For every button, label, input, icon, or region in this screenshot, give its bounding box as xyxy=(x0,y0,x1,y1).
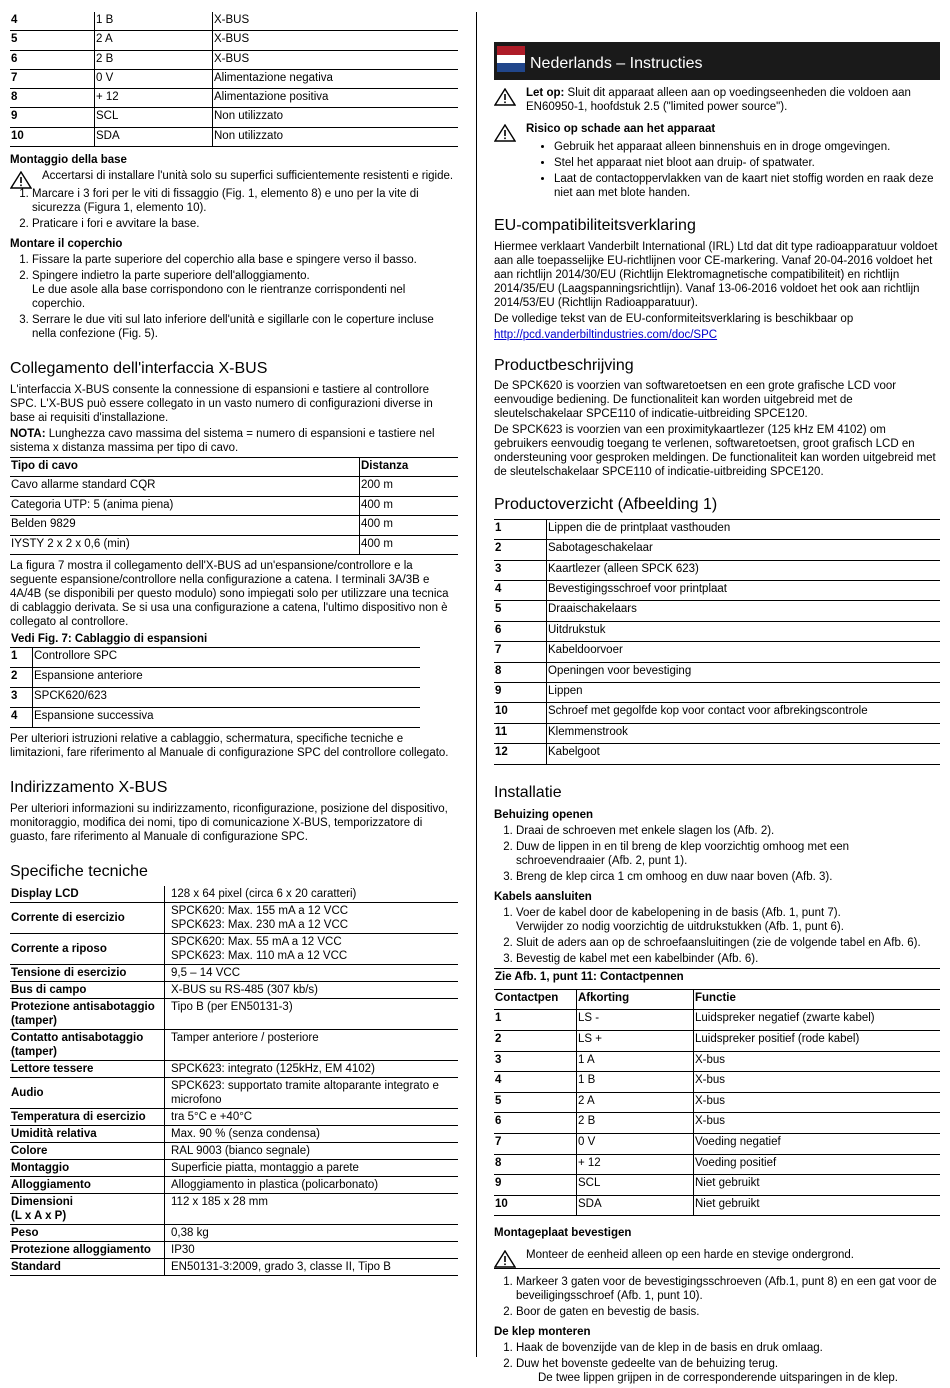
ct-pin: 7 xyxy=(494,1133,577,1154)
table-row xyxy=(10,998,458,1029)
list-item: 3. Bevestig de kabel met een kabelbinder (Afb. 6). xyxy=(516,952,940,966)
spec-value: Tamper anteriore / posteriore xyxy=(165,1029,459,1060)
note-label: NOTA: xyxy=(10,427,46,440)
list-item-subtext: Verwijder zo nodig voorzichtig de uitdrukstukken (Afb. 1, punt 6). xyxy=(516,921,844,934)
plate-warning-text: Monteer de eenheid alleen op een harde en stevige ondergrond. xyxy=(526,1249,854,1262)
pin-abbr: + 12 xyxy=(95,89,213,108)
ct-abbr: 1 B xyxy=(577,1072,694,1093)
cover-title: Montare il coperchio xyxy=(10,238,123,251)
table-row xyxy=(10,69,458,88)
ct-pin: 2 xyxy=(494,1031,577,1052)
pin-abbr: 0 V xyxy=(95,69,213,88)
eu-link[interactable]: http://pcd.vanderbiltindustries.com/doc/SPC xyxy=(494,328,718,341)
ct-pin: 4 xyxy=(494,1072,577,1093)
fig7-label: SPCK620/623 xyxy=(33,688,421,708)
list-item xyxy=(32,269,458,311)
pin-number: 5 xyxy=(10,31,95,50)
ct-header-pin: Contactpen xyxy=(494,989,577,1010)
spec-heading: Specifiche tecniche xyxy=(10,863,148,881)
ov-label: Lippen die de printplaat vasthouden xyxy=(547,519,941,539)
spec-value: tra 5°C e +40°C xyxy=(165,1108,459,1125)
pin-number: 9 xyxy=(10,108,95,127)
mount-warning xyxy=(10,169,458,183)
cable-distance: 400 m xyxy=(360,496,459,516)
ct-header-abbr: Afkorting xyxy=(577,989,694,1010)
ov-label: Klemmenstrook xyxy=(547,723,941,743)
ct-function: Luidspreker negatief (zwarte kabel) xyxy=(694,1010,941,1031)
spec-value: SPCK623: supportato tramite altoparante integrato e microfono xyxy=(165,1077,459,1108)
ct-caption: Zie Afb. 1, punt 11: Contactpennen xyxy=(494,969,940,990)
ct-header-func: Functie xyxy=(694,989,941,1010)
spec-label: Umidità relativa xyxy=(10,1125,165,1142)
spec-label: Audio xyxy=(10,1077,165,1108)
spec-value: Superficie piatta, montaggio a parete xyxy=(165,1159,459,1176)
list-item: 3. Breng de klep circa 1 cm omhoog en duw naar boven (Afb. 3). xyxy=(516,870,940,884)
ct-abbr: LS - xyxy=(577,1010,694,1031)
spec-label: Alloggiamento xyxy=(10,1176,165,1193)
ov-label: Bevestigingsschroef voor printplaat xyxy=(547,581,941,601)
table-row xyxy=(10,1258,458,1275)
ct-function: Niet gebruikt xyxy=(694,1175,941,1196)
list-item-subtext: De twee lippen grijpen in de corresponderende uitsparingen in de klep. xyxy=(538,1372,898,1385)
mount-steps xyxy=(10,187,458,231)
prod-paragraph: De SPCK620 is voorzien van softwaretoetsen en een grote grafische LCD voor eenvoudige bediening. De functionaliteit kan worden uitgebreid met de sleutelschakelaar SPCE110 of indicatie-uitbreiding SPCE120. xyxy=(494,380,897,421)
right-column xyxy=(494,12,940,1388)
table-row xyxy=(494,1031,940,1052)
overview-table xyxy=(494,519,940,765)
table-row xyxy=(10,496,458,516)
list-item-subtext: Le due asole alla base corrispondono con le rientranze corrispondenti nel coperchio. xyxy=(32,284,406,311)
ov-number: 9 xyxy=(494,683,547,703)
ct-function: X-bus xyxy=(694,1072,941,1093)
ct-function: X-bus xyxy=(694,1113,941,1134)
ov-number: 2 xyxy=(494,540,547,560)
ov-label: Sabotageschakelaar xyxy=(547,540,941,560)
eu-heading: EU-compatibiliteitsverklaring xyxy=(494,217,696,235)
table-row xyxy=(494,642,940,662)
ov-number: 4 xyxy=(494,581,547,601)
list-item: 1. Haak de bovenzijde van de klep in de basis en druk omlaag. xyxy=(516,1341,940,1355)
table-row xyxy=(10,886,458,903)
table-row xyxy=(494,519,940,539)
ct-function: X-bus xyxy=(694,1051,941,1072)
table-row xyxy=(494,1113,940,1134)
pin-abbr: SDA xyxy=(95,127,213,146)
table-row xyxy=(494,723,940,743)
table-row xyxy=(10,1176,458,1193)
spec-label: Temperatura di esercizio xyxy=(10,1108,165,1125)
table-row xyxy=(494,703,940,723)
ct-function: Niet gebruikt xyxy=(694,1195,941,1216)
cable-type: IYSTY 2 x 2 x 0,6 (min) xyxy=(10,535,360,555)
ct-abbr: 2 B xyxy=(577,1113,694,1134)
pin-number: 7 xyxy=(10,69,95,88)
flag-stripe xyxy=(497,46,525,55)
cables-title: Kabels aansluiten xyxy=(494,891,592,904)
list-item: 2. Sluit de aders aan op de schroefaansluitingen (zie de volgende tabel en Afb. 6). xyxy=(516,936,940,950)
risk-title: Risico op schade aan het apparaat xyxy=(526,123,716,136)
table-row xyxy=(10,902,458,933)
table-row xyxy=(10,708,420,728)
list-item: 2. Boor de gaten en bevestig de basis. xyxy=(516,1305,940,1319)
table-row xyxy=(494,581,940,601)
prod-heading: Productbeschrijving xyxy=(494,356,634,374)
fig7-number: 2 xyxy=(10,668,33,688)
table-row xyxy=(10,1193,458,1224)
eu-paragraph: Hiermee verklaart Vanderbilt International (IRL) Ltd dat dit type radioapparatuur voldoet aan alle toepasselijke EU-richtlijnen voor CE-markering. Vanaf 20-04-2016 voldoet het aan richtlijn 2014/30/EU (Richtlijn Elektromagnetische compatibiliteit) en richtlijn 2014/35/EU (Laagspanningsrichtlijn). Vanaf 13-06-2016 voldoet het ook aan richtlijn 2014/53/EU (Richtlijn Radioapparatuur). xyxy=(494,240,938,309)
list-item: 2. Duw de lippen in en til breng de klep voorzichtig omhoog met een schroevendraaier (Afb. 2, punt 1). xyxy=(516,840,940,868)
pin-abbr: 2 A xyxy=(95,31,213,50)
spec-label: Peso xyxy=(10,1224,165,1241)
ct-abbr: 2 A xyxy=(577,1092,694,1113)
table-row xyxy=(10,127,458,146)
spec-label: Bus di campo xyxy=(10,981,165,998)
inst-heading: Installatie xyxy=(494,783,562,801)
pin-table xyxy=(10,12,458,147)
spec-label: Dimensioni (L x A x P) xyxy=(10,1193,165,1224)
list-item: • Stel het apparaat niet bloot aan druip- of spatwater. xyxy=(554,156,940,170)
contact-table xyxy=(494,968,940,1216)
cable-type: Cavo allarme standard CQR xyxy=(10,477,360,497)
table-row xyxy=(10,12,458,31)
ct-abbr: LS + xyxy=(577,1031,694,1052)
warning-icon xyxy=(494,124,516,142)
table-row xyxy=(10,1159,458,1176)
pin-number: 8 xyxy=(10,89,95,108)
pin-function: Non utilizzato xyxy=(213,108,459,127)
ct-abbr: 1 A xyxy=(577,1051,694,1072)
table-row xyxy=(10,108,458,127)
pin-number: 6 xyxy=(10,50,95,69)
ov-heading: Productoverzicht (Afbeelding 1) xyxy=(494,496,718,514)
cable-type: Belden 9829 xyxy=(10,516,360,536)
ct-pin: 3 xyxy=(494,1051,577,1072)
pin-function: Alimentazione positiva xyxy=(213,89,459,108)
spec-value: SPCK620: Max. 155 mA a 12 VCC SPCK623: Max. 230 mA a 12 VCC xyxy=(165,902,459,933)
spec-table xyxy=(10,886,458,1276)
cable-distance: 200 m xyxy=(360,477,459,497)
plate-title: Montageplaat bevestigen xyxy=(494,1227,632,1240)
cable-header-distance: Distanza xyxy=(360,457,459,477)
spec-value: 0,38 kg xyxy=(165,1224,459,1241)
ct-pin: 1 xyxy=(494,1010,577,1031)
cable-distance: 400 m xyxy=(360,535,459,555)
spec-value: 128 x 64 pixel (circa 6 x 20 caratteri) xyxy=(165,886,459,903)
ov-number: 1 xyxy=(494,519,547,539)
mount-title: Montaggio della base xyxy=(10,154,127,167)
flag-stripe xyxy=(497,63,525,72)
spec-label: Display LCD xyxy=(10,886,165,903)
pin-function: X-BUS xyxy=(213,12,459,31)
ct-abbr: 0 V xyxy=(577,1133,694,1154)
table-row xyxy=(494,1092,940,1113)
table-row xyxy=(10,668,420,688)
mount-warning-text: Accertarsi di installare l'unità solo su superfici sufficientemente resistenti e rigide. xyxy=(42,170,454,183)
ov-label: Openingen voor bevestiging xyxy=(547,662,941,682)
fig7-header: Vedi Fig. 7: Cablaggio di espansioni xyxy=(10,631,420,648)
pin-function: X-BUS xyxy=(213,50,459,69)
ct-abbr: + 12 xyxy=(577,1154,694,1175)
fig7-label: Espansione anteriore xyxy=(33,668,421,688)
cables-steps xyxy=(494,906,940,966)
klep-steps xyxy=(494,1341,940,1385)
letop-warning xyxy=(494,86,940,114)
table-row xyxy=(494,744,940,764)
ov-label: Kaartlezer (alleen SPCK 623) xyxy=(547,560,941,580)
spec-value: 9,5 – 14 VCC xyxy=(165,964,459,981)
letop-label: Let op: xyxy=(526,87,565,99)
cable-table xyxy=(10,457,458,556)
column-divider xyxy=(476,12,477,1357)
table-row xyxy=(10,1224,458,1241)
table-row xyxy=(494,662,940,682)
table-row xyxy=(10,1142,458,1159)
ct-function: Voeding negatief xyxy=(694,1133,941,1154)
table-row xyxy=(10,1125,458,1142)
spec-label: Corrente a riposo xyxy=(10,933,165,964)
spec-value: Tipo B (per EN50131-3) xyxy=(165,998,459,1029)
xbus-paragraph-3: Per ulteriori istruzioni relative a cablaggio, schermatura, specifiche tecniche e limitazioni, fare riferimento al Manuale di configurazione SPC del controllore collegato. xyxy=(10,733,449,760)
spec-value: Max. 90 % (senza condensa) xyxy=(165,1125,459,1142)
ov-number: 11 xyxy=(494,723,547,743)
addr-paragraph: Per ulteriori informazioni su indirizzamento, riconfigurazione, posizione del dispositivo, monitoraggio, modifica dei nomi, tipo di comunicazione X-BUS, temporizzatore di guasto, fare riferimento al Manuale di configurazione SPC. xyxy=(10,803,448,844)
pin-function: Non utilizzato xyxy=(213,127,459,146)
cable-type: Categoria UTP: 5 (anima piena) xyxy=(10,496,360,516)
list-item: 2. Praticare i fori e avvitare la base. xyxy=(32,217,458,231)
table-row xyxy=(494,683,940,703)
netherlands-flag-icon xyxy=(497,46,525,72)
list-item: 3. Serrare le due viti sul lato inferiore dell'unità e sigillarle con le coperture incluse nella confezione (Fig. 5). xyxy=(32,313,458,341)
fig7-table xyxy=(10,631,420,728)
note-text: Lunghezza cavo massima del sistema = numero di espansioni e tastiere nel sistema x distanza massima per tipo di cavo. xyxy=(10,427,435,454)
pin-function: Alimentazione negativa xyxy=(213,69,459,88)
spec-label: Lettore tessere xyxy=(10,1060,165,1077)
table-row xyxy=(10,516,458,536)
ov-number: 6 xyxy=(494,621,547,641)
warning-icon xyxy=(494,88,516,106)
table-row xyxy=(10,50,458,69)
ov-label: Uitdrukstuk xyxy=(547,621,941,641)
table-row xyxy=(494,601,940,621)
open-steps xyxy=(494,824,940,884)
fig7-number: 4 xyxy=(10,708,33,728)
spec-label: Tensione di esercizio xyxy=(10,964,165,981)
spec-value: SPCK623: integrato (125kHz, EM 4102) xyxy=(165,1060,459,1077)
table-row xyxy=(10,477,458,497)
table-row xyxy=(10,535,458,555)
ct-pin: 5 xyxy=(494,1092,577,1113)
pin-abbr: 2 B xyxy=(95,50,213,69)
list-item xyxy=(516,906,940,934)
fig7-label: Controllore SPC xyxy=(33,648,421,668)
list-item-text: Duw het bovenste gedeelte van de behuizing terug. xyxy=(516,1358,779,1371)
list-item: • Laat de contactoppervlakken van de kaart niet stoffig worden en raak deze niet aan met blote handen. xyxy=(554,172,940,200)
fig7-number: 1 xyxy=(10,648,33,668)
table-row xyxy=(494,1133,940,1154)
ct-function: Voeding positief xyxy=(694,1154,941,1175)
table-row xyxy=(494,1051,940,1072)
ov-number: 7 xyxy=(494,642,547,662)
warning-icon xyxy=(494,1250,516,1268)
ct-abbr: SCL xyxy=(577,1175,694,1196)
table-row xyxy=(494,560,940,580)
warning-icon xyxy=(10,171,32,189)
left-column xyxy=(10,12,458,1276)
spec-label: Colore xyxy=(10,1142,165,1159)
list-item-text: Voer de kabel door de kabelopening in de basis (Afb. 1, punt 7). xyxy=(516,907,841,920)
klep-title: De klep monteren xyxy=(494,1326,591,1339)
table-row xyxy=(10,964,458,981)
pin-number: 10 xyxy=(10,127,95,146)
eu-paragraph-2: De volledige tekst van de EU-conformiteitsverklaring is beschikbaar op xyxy=(494,312,854,325)
table-row xyxy=(10,648,420,668)
ov-number: 12 xyxy=(494,744,547,764)
table-row xyxy=(10,1060,458,1077)
banner-title: Nederlands – Instructies xyxy=(530,55,703,72)
fig7-label: Espansione successiva xyxy=(33,708,421,728)
table-row xyxy=(10,1029,458,1060)
xbus-note xyxy=(10,427,458,455)
list-item xyxy=(516,1357,940,1385)
spec-label: Protezione alloggiamento xyxy=(10,1241,165,1258)
fig7-number: 3 xyxy=(10,688,33,708)
xbus-paragraph: L'interfaccia X-BUS consente la connessione di espansioni e tastiere al controllore SPC. L'X-BUS può essere collegato in un vasto numero di configurazioni diverse in base ai requisiti d'installazione. xyxy=(10,383,433,424)
list-item-text: Spingere indietro la parte superiore dell'alloggiamento. xyxy=(32,270,310,283)
risk-bullets xyxy=(494,140,940,200)
ov-label: Kabeldoorvoer xyxy=(547,642,941,662)
xbus-paragraph-2: La figura 7 mostra il collegamento dell'X-BUS ad un'espansione/controllore e la seguente espansione/controllore nella configurazione a catena. I terminali 3A/3B e 4A/4B (se disponibili per questo modulo) sono impiegati solo per utilizzare una tecnica di cablaggio derivata. Se si usa una configurazione a catena, l'ultimo dispositivo non è collegato al controllore. xyxy=(10,560,449,629)
table-row xyxy=(494,1154,940,1175)
ov-number: 10 xyxy=(494,703,547,723)
spec-value: RAL 9003 (bianco segnale) xyxy=(165,1142,459,1159)
list-item: 1. Fissare la parte superiore del coperchio alla base e spingere verso il basso. xyxy=(32,253,458,267)
table-row xyxy=(494,621,940,641)
ov-label: Lippen xyxy=(547,683,941,703)
table-row xyxy=(10,31,458,50)
pin-abbr: 1 B xyxy=(95,12,213,31)
plate-steps xyxy=(494,1275,940,1319)
ov-number: 3 xyxy=(494,560,547,580)
table-row xyxy=(10,1108,458,1125)
cable-distance: 400 m xyxy=(360,516,459,536)
risk-warning xyxy=(494,122,940,136)
pin-abbr: SCL xyxy=(95,108,213,127)
ct-pin: 9 xyxy=(494,1175,577,1196)
table-row xyxy=(10,1077,458,1108)
table-row xyxy=(494,1072,940,1093)
ct-function: Luidspreker positief (rode kabel) xyxy=(694,1031,941,1052)
spec-label: Contatto antisabotaggio (tamper) xyxy=(10,1029,165,1060)
ct-pin: 10 xyxy=(494,1195,577,1216)
spec-value: IP30 xyxy=(165,1241,459,1258)
cable-header-type: Tipo di cavo xyxy=(10,457,360,477)
spec-value: Alloggiamento in plastica (policarbonato) xyxy=(165,1176,459,1193)
spec-value: 112 x 185 x 28 mm xyxy=(165,1193,459,1224)
list-item: 1. Marcare i 3 fori per le viti di fissaggio (Fig. 1, elemento 8) e uno per la vite di sicurezza (Figura 1, elemento 10). xyxy=(32,187,458,215)
letop-text: Sluit dit apparaat alleen aan op voedingseenheden die voldoen aan EN60950-1, hoofdstuk 2.5 ("limited power source"). xyxy=(526,87,911,114)
spec-label: Protezione antisabotaggio (tamper) xyxy=(10,998,165,1029)
ct-pin: 8 xyxy=(494,1154,577,1175)
flag-stripe xyxy=(497,55,525,64)
spec-label: Montaggio xyxy=(10,1159,165,1176)
cover-steps xyxy=(10,253,458,341)
table-row xyxy=(10,89,458,108)
open-title: Behuizing openen xyxy=(494,809,594,822)
ct-pin: 6 xyxy=(494,1113,577,1134)
ct-abbr: SDA xyxy=(577,1195,694,1216)
ov-label: Kabelgoot xyxy=(547,744,941,764)
table-row xyxy=(494,540,940,560)
spec-value: EN50131-3:2009, grado 3, classe II, Tipo B xyxy=(165,1258,459,1275)
pin-function: X-BUS xyxy=(213,31,459,50)
table-row xyxy=(10,688,420,708)
table-row xyxy=(10,981,458,998)
prod-paragraph-2: De SPCK623 is voorzien van een proximitykaartlezer (125 kHz EM 4102) om gebruikers eenvoudig toegang te verlenen, softwaretoetsen, groot grafisch LCD en ondersteuning voor gesproken meldingen. De functionaliteit kan worden uitgebreid met de sleutelschakelaar SPCE110 of indicatie-uitbreiding SPCE120. xyxy=(494,424,936,479)
ov-number: 5 xyxy=(494,601,547,621)
list-item: 1. Markeer 3 gaten voor de bevestigingsschroeven (Afb.1, punt 8) en een gat voor de beveiligingsschroef (Afb. 1, punt 10). xyxy=(516,1275,940,1303)
addr-heading: Indirizzamento X-BUS xyxy=(10,779,168,797)
table-row xyxy=(494,1175,940,1196)
table-row xyxy=(494,1010,940,1031)
pin-number: 4 xyxy=(10,12,95,31)
table-row xyxy=(494,1195,940,1216)
xbus-heading: Collegamento dell'interfaccia X-BUS xyxy=(10,360,268,378)
table-row xyxy=(10,933,458,964)
ct-function: X-bus xyxy=(694,1092,941,1113)
spec-label: Standard xyxy=(10,1258,165,1275)
spec-label: Corrente di esercizio xyxy=(10,902,165,933)
spec-value: X-BUS su RS-485 (307 kb/s) xyxy=(165,981,459,998)
spec-value: SPCK620: Max. 55 mA a 12 VCC SPCK623: Max. 110 mA a 12 VCC xyxy=(165,933,459,964)
list-item: 1. Draai de schroeven met enkele slagen los (Afb. 2). xyxy=(516,824,940,838)
language-banner xyxy=(494,42,940,80)
list-item: • Gebruik het apparaat alleen binnenshuis en in droge omgevingen. xyxy=(554,140,940,154)
ov-label: Draaischakelaars xyxy=(547,601,941,621)
ov-label: Schroef met gegolfde kop voor contact voor afbrekingscontrole xyxy=(547,703,941,723)
ov-number: 8 xyxy=(494,662,547,682)
plate-warning xyxy=(494,1248,940,1269)
table-row xyxy=(10,1241,458,1258)
